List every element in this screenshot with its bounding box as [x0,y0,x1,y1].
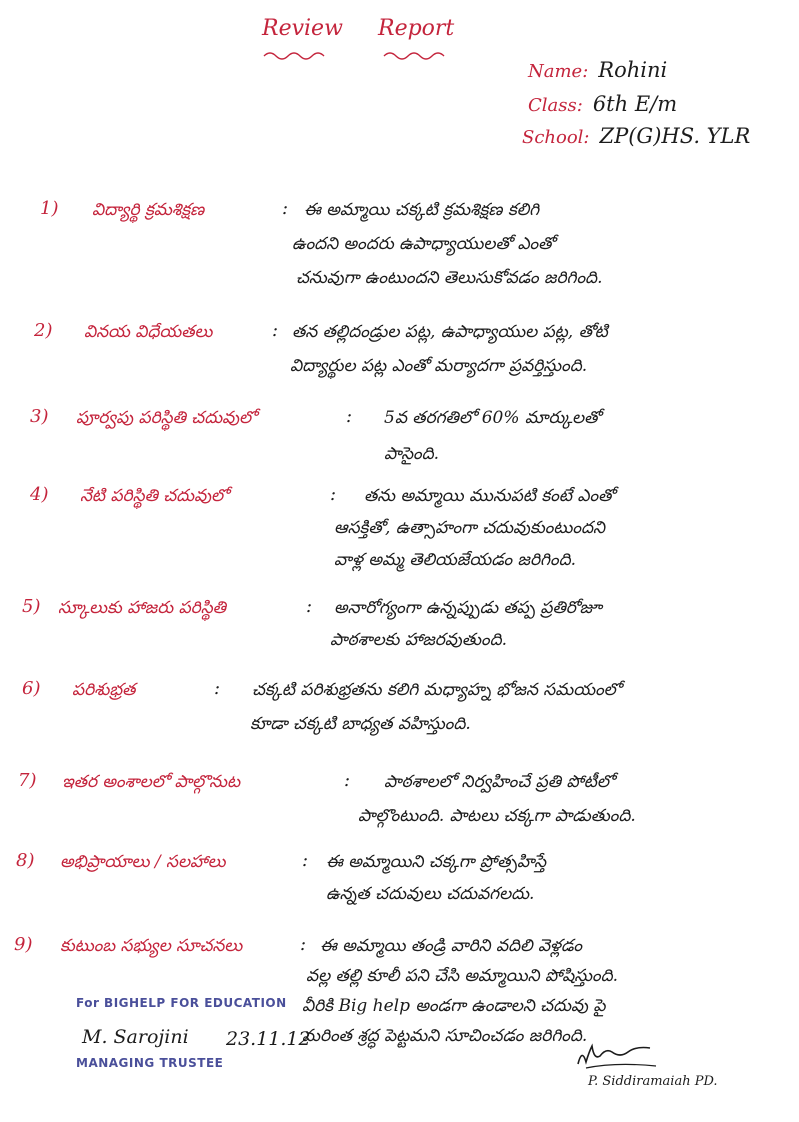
item-text-line: చక్కటి పరిశుభ్రతను కలిగి మధ్యాహ్న భోజన సమయంలో [252,680,622,700]
item-text-line: ఉందని అందరు ఉపాధ్యాయులతో ఎంతో [292,234,555,254]
item-text-line: పాల్గొంటుంది. పాటలు చక్కగా పాడుతుంది. [358,806,636,826]
name-value: Rohini [598,58,668,82]
item-colon: : [344,770,351,791]
item-text-line: తన తల్లిదండ్రుల పట్ల, ఉపాధ్యాయుల పట్ల, తోటి [292,322,608,342]
item-text-line: వీరికి Big help అండగా ఉండాలని చదువు పై [302,996,606,1016]
school-label: School: [522,127,590,148]
item-heading: స్కూలుకు హాజరు పరిస్థితి [58,598,226,618]
class-label: Class: [528,95,583,116]
title-underline-decoration [262,46,462,62]
item-text-line: మరింత శ్రద్ధ పెట్టమని సూచించడం జరిగింది. [302,1026,588,1046]
item-heading: పూర్వపు పరిస్థితి చదువులో [76,408,257,428]
item-colon: : [300,934,307,955]
item-number: 2) [34,320,53,341]
item-text-line: 5వ తరగతిలో 60% మార్కులతో [384,408,601,428]
item-text-line: పాసైంది. [384,444,440,464]
item-text-line: వాళ్ల అమ్మ తెలియజేయడం జరిగింది. [334,550,576,570]
stamp-date: 23.11.12 [226,1028,311,1050]
item-text-line: కూడా చక్కటి బాధ్యత వహిస్తుంది. [250,714,471,734]
student-name [528,58,667,82]
item-heading: పరిశుభ్రత [72,680,136,700]
report-title-word1: Review [262,16,343,41]
item-text-line: వల్ల తల్లి కూలీ పని చేసి అమ్మాయిని పోషిస్తుంది. [306,966,619,986]
item-heading: నేటి పరిస్థితి చదువులో [80,486,229,506]
stamp-organization: For BIGHELP FOR EDUCATION [76,996,287,1010]
item-number: 1) [40,198,59,219]
reviewer-signature-name: P. Siddiramaiah PD. [588,1074,718,1089]
item-heading: అభిప్రాయాలు / సలహాలు [60,852,226,872]
item-text-line: తను అమ్మాయి మునుపటి కంటే ఎంతో [364,486,615,506]
item-text-line: ఈ అమ్మాయి తండ్రి వారిని వదిలి వెళ్లడం [320,936,582,956]
item-text-line: ఈ అమ్మాయి చక్కటి క్రమశిక్షణ కలిగి [304,200,540,220]
school-value: ZP(G)HS. YLR [599,124,751,148]
item-text-line: పాఠశాలకు హాజరవుతుంది. [330,630,507,650]
item-text-line: ఆసక్తితో, ఉత్సాహంగా చదువుకుంటుందని [334,518,605,538]
item-heading: విద్యార్థి క్రమశిక్షణ [92,200,205,220]
reviewer-signature-mark [572,1038,662,1072]
item-number: 6) [22,678,41,699]
item-colon: : [346,406,353,427]
item-text-line: ఉన్నత చదువులు చదువగలదు. [326,884,535,904]
item-text-line: పాఠశాలలో నిర్వహించే ప్రతి పోటీలో [384,772,615,792]
item-colon: : [272,320,279,341]
item-number: 5) [22,596,41,617]
item-colon: : [214,678,221,699]
item-text-line: అనారోగ్యంగా ఉన్నప్పుడు తప్ప ప్రతిరోజూ [334,598,602,618]
item-number: 7) [18,770,37,791]
item-text-line: ఈ అమ్మాయిని చక్కగా ప్రోత్సహిస్తే [326,852,547,872]
item-colon: : [330,484,337,505]
stamp-signer-signature: M. Sarojini [82,1026,189,1048]
student-class [528,92,677,116]
item-colon: : [306,596,313,617]
item-number: 4) [30,484,49,505]
stamp-designation: MANAGING TRUSTEE [76,1056,224,1070]
item-heading: వినయ విధేయతలు [84,322,213,342]
item-colon: : [282,198,289,219]
item-colon: : [302,850,309,871]
name-label: Name: [528,61,589,82]
item-text-line: విద్యార్థుల పట్ల ఎంతో మర్యాదగా ప్రవర్తిస్తుంది. [290,356,588,376]
report-title-word2: Report [378,16,455,41]
item-number: 3) [30,406,49,427]
item-number: 9) [14,934,33,955]
item-number: 8) [16,850,35,871]
student-school [522,124,750,148]
class-value: 6th E/m [592,92,678,116]
item-heading: కుటుంబ సభ్యుల సూచనలు [60,936,243,956]
item-text-line: చనువుగా ఉంటుందని తెలుసుకోవడం జరిగింది. [296,268,603,288]
item-heading: ఇతర అంశాలలో పాల్గొనుట [62,772,241,792]
